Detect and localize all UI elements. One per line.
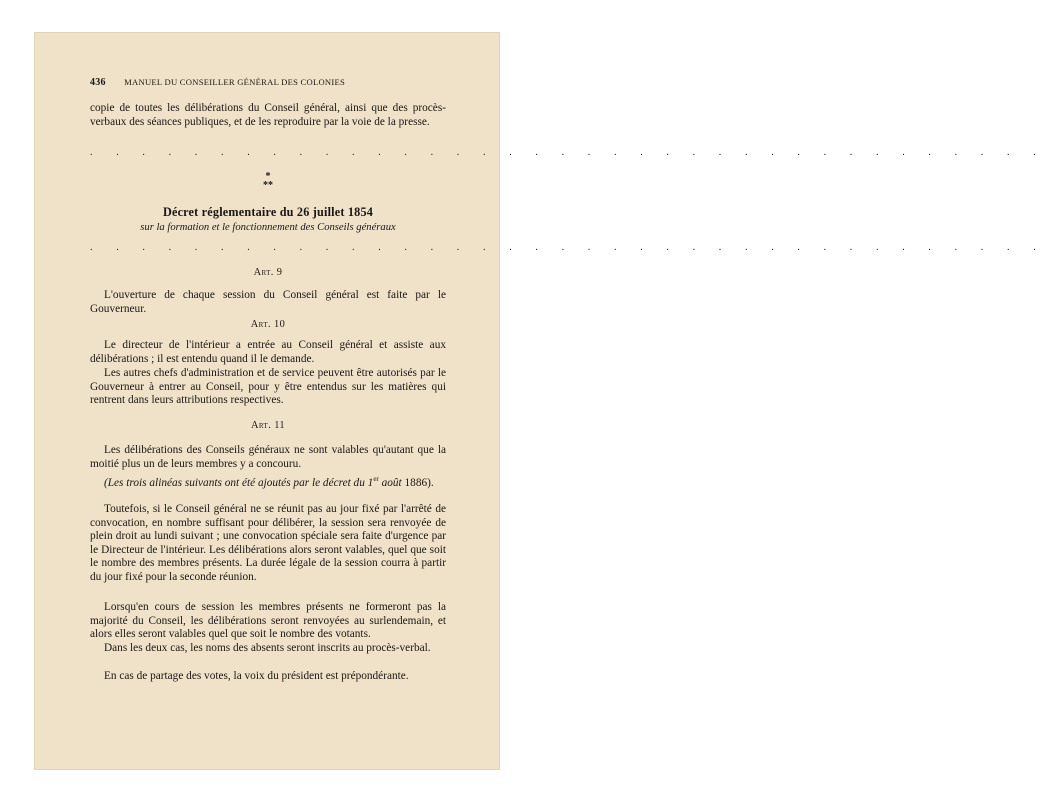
- article-9-label: Art. 9: [253, 267, 283, 278]
- article-11-paragraph-5: En cas de partage des votes, la voix du président est prépondérante.: [104, 670, 409, 682]
- article-10-paragraph-1: Le directeur de l'intérieur a entrée au Conseil général et assiste aux délibérations ; il est entendu quand il le demande.: [90, 339, 446, 365]
- note-italic-end: août: [378, 476, 402, 489]
- running-header: [90, 77, 446, 88]
- note-year: 1886).: [401, 476, 434, 489]
- page-number: 436: [90, 77, 106, 88]
- note-superscript: er: [373, 475, 379, 483]
- decree-title: Décret réglementaire du 26 juillet 1854: [162, 205, 374, 219]
- asterism: [90, 172, 446, 190]
- article-11-paragraph-4: Dans les deux cas, les noms des absents seront inscrits au procès-verbal.: [104, 642, 431, 654]
- article-10-heading: [90, 319, 446, 330]
- note-italic: (Les trois alinéas suivants ont été ajoutés par le décret du 1: [104, 476, 374, 489]
- top-paragraph: copie de toutes les délibérations du Conseil général, ainsi que des procès-verbaux des séances publiques, et de les reproduire par la voie de la presse.: [90, 102, 446, 128]
- article-11-note: [90, 473, 446, 490]
- article-9-heading: [90, 267, 446, 278]
- ellipsis-dots-1: . . . . . . . . . . . . . . . . . . . . . . . . . . . . . . . . . . . . .: [90, 147, 1046, 158]
- article-11-label: Art. 11: [250, 420, 286, 431]
- ellipsis-dots-2: . . . . . . . . . . . . . . . . . . . . . . . . . . . . . . . . . . . . .: [90, 242, 1046, 253]
- article-11-paragraph-3: Lorsqu'en cours de session les membres présents ne formeront pas la majorité du Conseil, les délibérations seront renvoyées au surlendemain, et alors elles seront valables quel que soit le nombre des votants.: [90, 601, 446, 641]
- article-11-paragraph-1: Les délibérations des Conseils généraux ne sont valables qu'autant que la moitié plus un de leurs membres y a concouru.: [90, 444, 446, 470]
- article-9-paragraph: L'ouverture de chaque session du Conseil général est faite par le Gouverneur.: [90, 289, 446, 315]
- article-11-paragraph-2: Toutefois, si le Conseil général ne se réunit pas au jour fixé par l'arrêté de convocation, en nombre suffisant pour délibérer, la session sera renvoyée de plein droit au lundi suivant ; une convocation spéciale sera faite d'urgence par le Directeur de l'intérieur. Les délibérations alors seront valables, quel que soit le nombre des membres présents. La durée légale de la session courra à partir du jour fixé pour la seconde réunion.: [90, 503, 446, 583]
- article-10-label: Art. 10: [250, 319, 286, 330]
- article-10-paragraph-2: Les autres chefs d'administration et de service peuvent être autorisés par le Gouverneur à entrer au Conseil, pour y être entendus sur les matières qui rentrent dans leurs attributions respectives.: [90, 367, 446, 407]
- asterism-top: *: [265, 171, 271, 182]
- article-11-heading: [90, 420, 446, 431]
- asterism-bottom: **: [263, 180, 273, 191]
- decree-subtitle: sur la formation et le fonctionnement des Conseils généraux: [140, 222, 396, 233]
- running-head-title: MANUEL DU CONSEILLER GÉNÉRAL DES COLONIES: [124, 77, 346, 87]
- book-page: [34, 32, 1046, 770]
